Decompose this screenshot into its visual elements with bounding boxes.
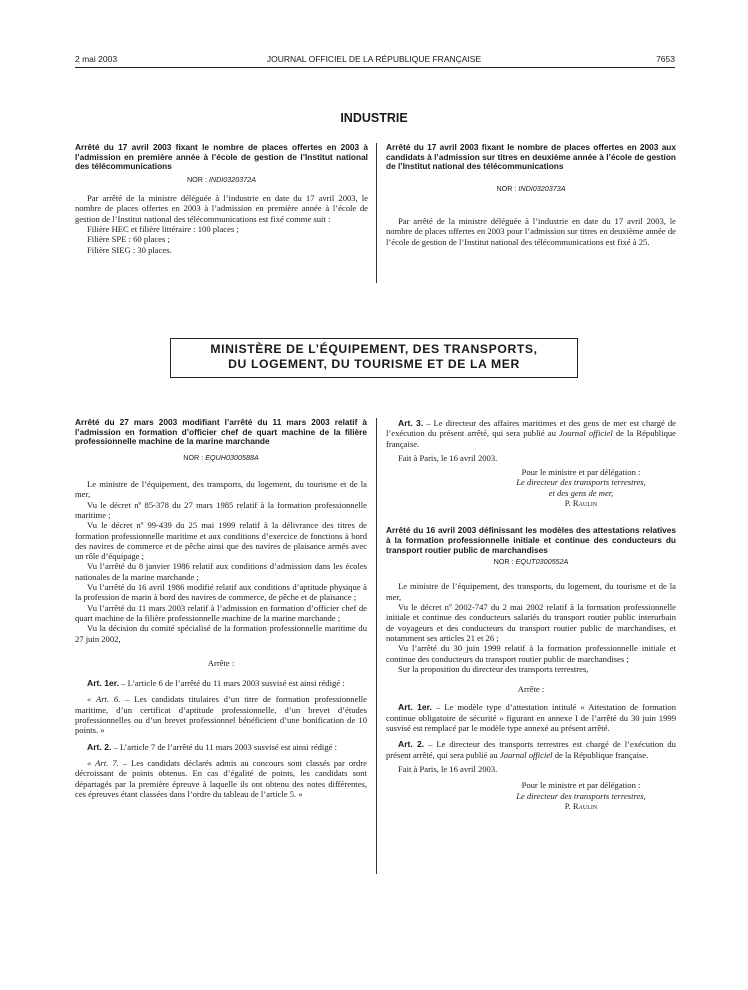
article-title: Arrêté du 17 avril 2003 fixant le nombre de places offertes en 2003 aux candidats à l’admission sur titres en deuxième année à l’école de gestion de l’Institut national des télécommunications (386, 142, 676, 172)
article-7-quote: « Art. 7. – Les candidats déclarés admis au concours sont classés par ordre décroissant de points obtenus. En cas d’égalité de points, les candidats sont départagés par la première épreuve à laquelle ils ont obtenu des notes différentes, ces épreuves étant classées dans l’ordre du tableau de l’article 5. » (75, 757, 367, 799)
fait-a-paris: Fait à Paris, le 16 avril 2003. (398, 452, 498, 463)
fait-a-paris: Fait à Paris, le 16 avril 2003. (398, 763, 498, 774)
list-item: Filière SIEG : 30 places. (87, 244, 172, 255)
list-item: Filière SPE : 60 places ; (87, 234, 170, 245)
article-title: Arrêté du 16 avril 2003 définissant les modèles des attestations relatives à la formation professionnelle initiale et continue des conducteurs du transport routier public de marchandises (386, 525, 676, 555)
header-date: 2 mai 2003 (75, 54, 118, 64)
article-2: Art. 2. – Le directeur des transports terrestres est chargé de l’exécution du présent arrêté, qui sera publié au Journal officiel de la République française. (386, 739, 676, 760)
article-1: Art. 1er. – Le modèle type d’attestation intitulé « Attestation de formation continue obligatoire de sécurité » figurant en annexe I de l’arrêté du 30 juin 1999 susvisé est remplacé par le modèle type annexé au présent arrêté. (386, 702, 676, 734)
article-3: Art. 3. – Le directeur des affaires maritimes et des gens de mer est chargé de l’exécution du présent arrêté, qui sera publié au Journal officiel de la République française. (386, 418, 676, 449)
article-6-quote: « Art. 6. – Les candidats titulaires d’un titre de formation professionnelle maritime, d’un certificat d’aptitude professionnelle, d’un brevet d’études professionnelles ou d’un brevet professionnel bénéficient d’une bonification de 10 points. » (75, 694, 367, 736)
signature-line: Le directeur des transports terrestres, (516, 790, 646, 801)
nor-reference: NOR : INDI0320373A (496, 183, 566, 193)
nor-reference: NOR : EQUH0300588A (183, 452, 259, 462)
nor-reference: NOR : EQUT0300552A (493, 557, 569, 567)
industrie-left-column (75, 143, 368, 255)
article-title: Arrêté du 27 mars 2003 modifiant l’arrêté du 11 mars 2003 relatif à l’admission en formation d’officier chef de quart machine de la filière professionnelle machine de la marine marchande (75, 417, 367, 447)
visa-paragraph: Vu le décret nº 2002-747 du 2 mai 2002 relatif à la formation professionnelle initiale et continue des conducteurs salariés du transport routier public interurbain de voyageurs et des conducteurs du transport routier public de marchandises, et notamment ses articles 21 et 26 ; (386, 602, 676, 643)
ministry-title-box (170, 338, 578, 378)
visa-paragraph: Vu l’arrêté du 8 janvier 1986 relatif aux conditions d’admission dans les écoles nationales de la marine marchande ; (75, 561, 367, 582)
industrie-right-column (386, 143, 676, 247)
visa-paragraph: Vu le décret nº 85-378 du 27 mars 1985 relatif à la formation professionnelle maritime ; (75, 499, 367, 520)
signature-line: Pour le ministre et par délégation : (521, 467, 641, 478)
visa-paragraph: Le ministre de l’équipement, des transports, du logement, du tourisme et de la mer, (386, 581, 676, 602)
signature-line: Le directeur des transports terrestres, (516, 477, 646, 488)
section-title-industrie: INDUSTRIE (340, 111, 408, 125)
visa-paragraph: Le ministre de l’équipement, des transports, du logement, du tourisme et de la mer, (75, 479, 367, 500)
visa-paragraph: Vu le décret nº 99-439 du 25 mai 1999 relatif à la délivrance des titres de formation professionnelle maritime et aux conditions d’exercice de fonctions à bord des navires de commerce et de pêche ainsi que des navires de plaisance armés avec un rôle d’équipage ; (75, 520, 367, 562)
article-1: Art. 1er. – L’article 6 de l’arrêté du 11 mars 2003 susvisé est ainsi rédigé : (87, 678, 345, 689)
visa-paragraph: Vu l’arrêté du 11 mars 2003 relatif à l’admission en formation d’officier chef de quart machine de la filière professionnelle machine de la marine marchande ; (75, 602, 367, 623)
list-item: Filière HEC et filière littéraire : 100 places ; (87, 223, 239, 234)
nor-reference: NOR : INDI0320372A (186, 174, 257, 184)
visa-paragraph: Vu l’arrêté du 16 avril 1986 modifié relatif aux conditions d’aptitude physique à la profession de marin à bord des navires de commerce, de pêche et de plaisance ; (75, 582, 367, 603)
article-body: Par arrêté de la ministre déléguée à l’industrie en date du 17 avril 2003, le nombre de places offertes en 2003 à l’admission en première année à l’école de gestion de l’Institut national des télécommunications est fixé comme suit : (75, 193, 368, 224)
equipement-right-column (386, 418, 676, 811)
visa-paragraph: Vu l’arrêté du 30 juin 1999 relatif à la formation professionnelle initiale et continue des conducteurs du transport routier public de marchandises ; (386, 643, 676, 664)
equipement-left-column (75, 418, 367, 799)
signatory-name: P. Raulin (564, 800, 598, 811)
arrete-label: Arrête : (517, 684, 545, 695)
ministry-title-line1: MINISTÈRE DE L’ÉQUIPEMENT, DES TRANSPORTS, (210, 342, 538, 356)
signature-line: et des gens de mer, (548, 487, 614, 498)
header-rule (75, 67, 675, 68)
column-divider (376, 418, 377, 874)
visa-paragraph: Vu la décision du comité spécialisé de la formation professionnelle maritime du 27 juin 2002, (75, 623, 367, 644)
visa-paragraph: Sur la proposition du directeur des transports terrestres, (398, 663, 589, 674)
article-2: Art. 2. – L’article 7 de l’arrêté du 11 mars 2003 susvisé est ainsi rédigé : (87, 741, 337, 752)
signature-line: Pour le ministre et par délégation : (521, 780, 641, 791)
article-title: Arrêté du 17 avril 2003 fixant le nombre de places offertes en 2003 à l’admission en première année à l’école de gestion de l’Institut national des télécommunications (75, 142, 368, 172)
article-body: Par arrêté de la ministre déléguée à l’industrie en date du 17 avril 2003, le nombre de places offertes en 2003 pour l’admission sur titres en deuxième année de l’école de gestion de l’Institut national des télécommunications est fixé à 25. (386, 216, 676, 247)
arrete-label: Arrête : (207, 657, 235, 668)
header-journal-title: JOURNAL OFFICIEL DE LA RÉPUBLIQUE FRANÇAISE (266, 54, 482, 64)
ministry-title-line2: DU LOGEMENT, DU TOURISME ET DE LA MER (228, 357, 520, 371)
signatory-name: P. Raulin (564, 498, 598, 509)
header-page-number: 7653 (656, 54, 675, 64)
column-divider (376, 143, 377, 283)
